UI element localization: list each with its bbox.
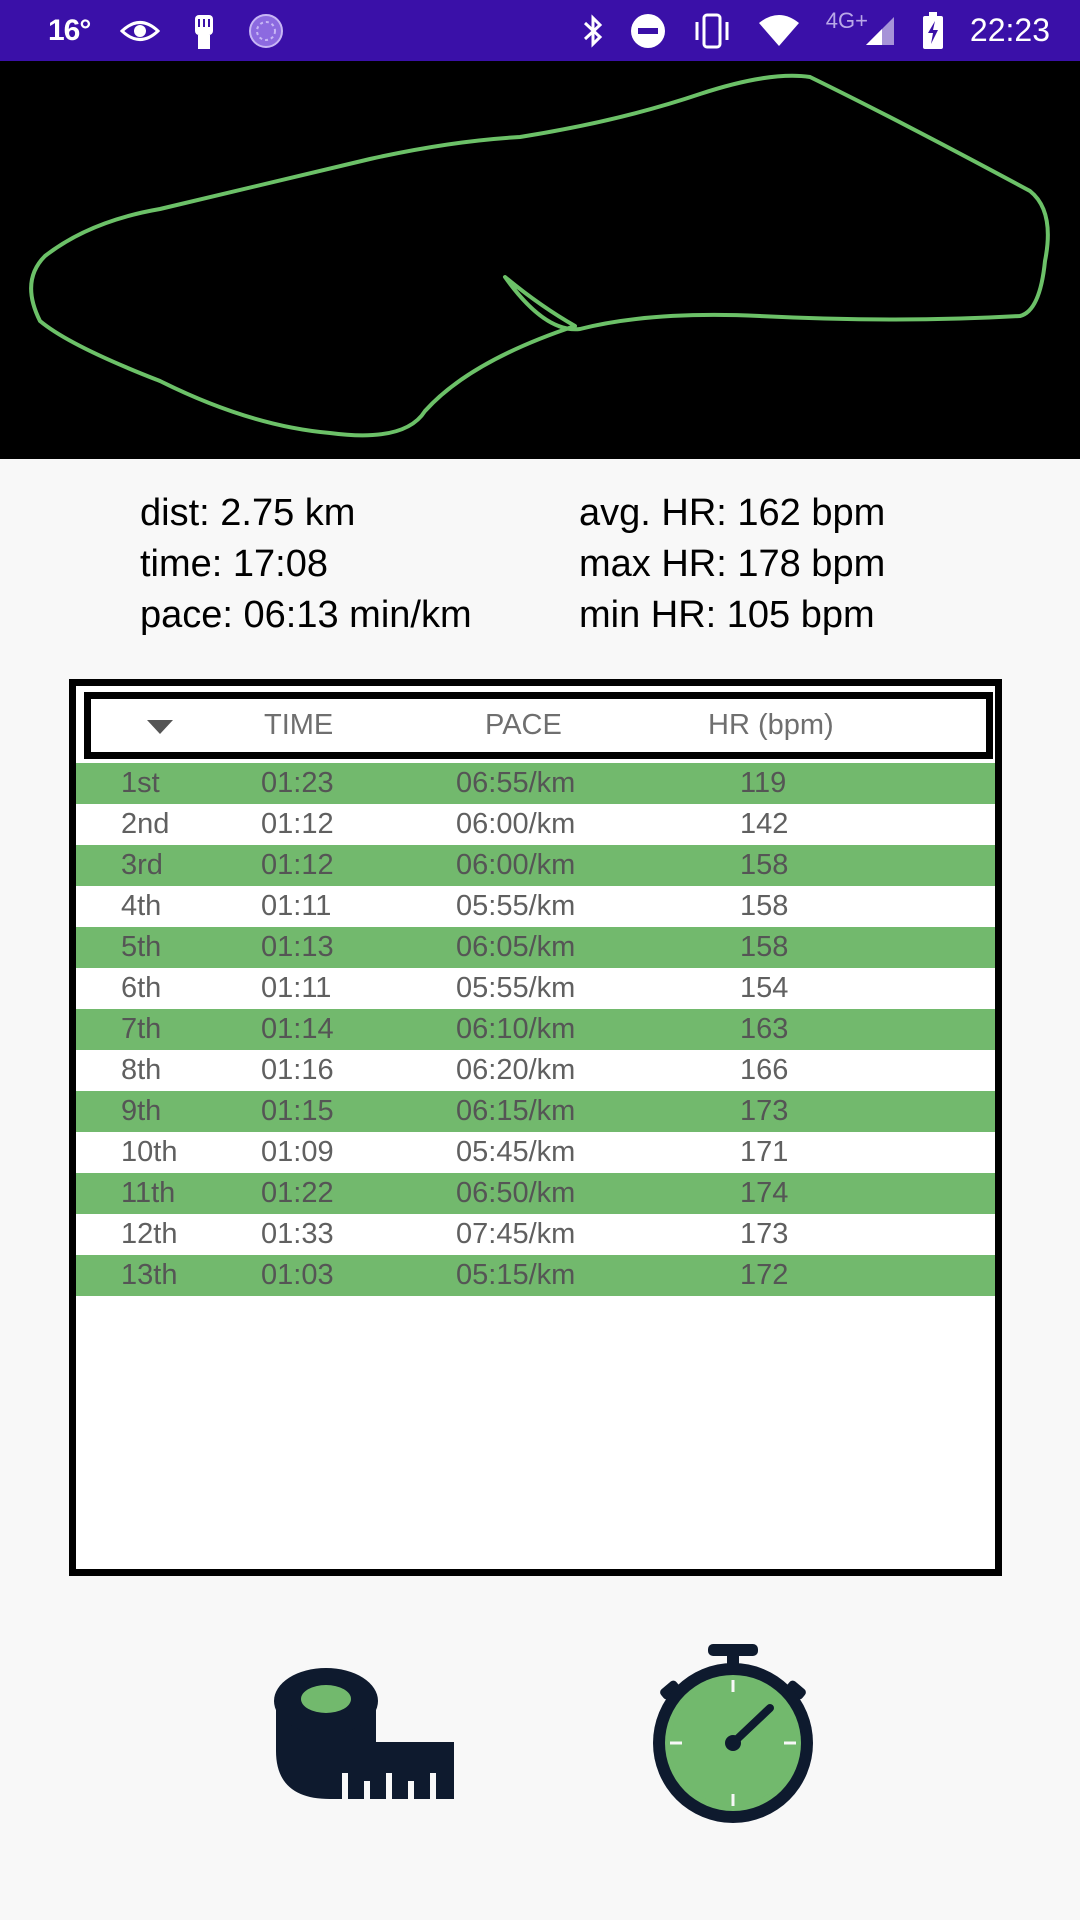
summary-right: [579, 488, 885, 641]
split-row[interactable]: [76, 1214, 995, 1255]
split-lap: 1st: [121, 767, 160, 799]
split-row[interactable]: [76, 886, 995, 927]
split-lap: 2nd: [121, 808, 170, 840]
split-row[interactable]: [76, 1173, 995, 1214]
split-hr: 166: [740, 1054, 789, 1086]
split-pace: 06:00/km: [456, 849, 576, 881]
split-lap: 10th: [121, 1136, 178, 1168]
split-pace: 05:55/km: [456, 890, 576, 922]
split-pace: 06:05/km: [456, 931, 576, 963]
split-row[interactable]: [76, 804, 995, 845]
distance-button[interactable]: [272, 1665, 458, 1808]
split-lap: 7th: [121, 1013, 162, 1045]
clock-label: 22:23: [969, 12, 1050, 48]
split-time: 01:11: [261, 890, 332, 922]
pace-stat: pace: 06:13 min/km: [140, 594, 472, 636]
split-pace: 06:50/km: [456, 1177, 576, 1209]
max-hr-stat: max HR: 178 bpm: [579, 543, 886, 585]
eye-icon: [120, 18, 160, 44]
split-hr: 174: [740, 1177, 789, 1209]
route-map[interactable]: [0, 61, 1080, 459]
bluetooth-icon: [582, 13, 604, 49]
dnd-icon: [630, 13, 666, 49]
temperature-label: 16°: [48, 13, 91, 47]
split-time: 01:14: [261, 1013, 334, 1045]
wifi-icon: [758, 15, 800, 47]
header-time[interactable]: TIME: [264, 709, 334, 741]
split-lap: 5th: [121, 931, 162, 963]
split-row[interactable]: [76, 927, 995, 968]
split-lap: 9th: [121, 1095, 162, 1127]
split-time: 01:22: [261, 1177, 334, 1209]
split-lap: 11th: [121, 1177, 176, 1209]
header-pace[interactable]: PACE: [485, 709, 562, 741]
split-hr: 172: [740, 1259, 789, 1291]
split-row[interactable]: [76, 845, 995, 886]
time-button[interactable]: [650, 1640, 816, 1831]
split-row[interactable]: [76, 968, 995, 1009]
time-stat: time: 17:08: [140, 543, 328, 585]
fist-icon: [190, 11, 218, 51]
tape-measure-icon: [272, 1665, 458, 1803]
split-lap: 4th: [121, 890, 162, 922]
network-type-label: 4G+: [825, 7, 868, 33]
split-time: 01:12: [261, 849, 334, 881]
split-hr: 163: [740, 1013, 789, 1045]
signal-icon: [864, 15, 896, 47]
vibrate-icon: [692, 13, 732, 49]
header-hr[interactable]: HR (bpm): [708, 709, 834, 741]
split-hr: 119: [740, 767, 787, 799]
split-row[interactable]: [76, 1132, 995, 1173]
summary-left: [140, 488, 472, 641]
sort-dropdown-icon[interactable]: [147, 720, 173, 739]
status-bar: [0, 0, 1080, 61]
split-hr: 154: [740, 972, 789, 1004]
split-row[interactable]: [76, 1255, 995, 1296]
splits-header: [84, 692, 993, 759]
split-pace: 07:45/km: [456, 1218, 576, 1250]
split-pace: 06:15/km: [456, 1095, 576, 1127]
splits-list[interactable]: [76, 763, 995, 1296]
split-lap: 3rd: [121, 849, 163, 881]
battery-icon: [922, 12, 944, 50]
split-lap: 6th: [121, 972, 162, 1004]
split-hr: 158: [740, 931, 789, 963]
split-row[interactable]: [76, 763, 995, 804]
split-time: 01:23: [261, 767, 334, 799]
split-pace: 06:10/km: [456, 1013, 576, 1045]
split-lap: 12th: [121, 1218, 178, 1250]
split-time: 01:33: [261, 1218, 334, 1250]
split-row[interactable]: [76, 1091, 995, 1132]
split-hr: 158: [740, 849, 789, 881]
split-lap: 8th: [121, 1054, 162, 1086]
split-hr: 173: [740, 1095, 789, 1127]
split-pace: 06:55/km: [456, 767, 576, 799]
split-hr: 142: [740, 808, 789, 840]
orb-icon: [248, 13, 284, 49]
stopwatch-icon: [650, 1640, 816, 1826]
splits-panel[interactable]: [69, 679, 1002, 1576]
split-time: 01:09: [261, 1136, 334, 1168]
split-pace: 05:15/km: [456, 1259, 576, 1291]
split-time: 01:13: [261, 931, 334, 963]
split-hr: 173: [740, 1218, 789, 1250]
split-hr: 158: [740, 890, 789, 922]
split-row[interactable]: [76, 1009, 995, 1050]
split-row[interactable]: [76, 1050, 995, 1091]
split-time: 01:03: [261, 1259, 334, 1291]
split-pace: 05:55/km: [456, 972, 576, 1004]
distance-stat: dist: 2.75 km: [140, 492, 356, 534]
split-pace: 06:20/km: [456, 1054, 576, 1086]
split-time: 01:16: [261, 1054, 334, 1086]
avg-hr-stat: avg. HR: 162 bpm: [579, 492, 886, 534]
min-hr-stat: min HR: 105 bpm: [579, 594, 875, 636]
split-time: 01:15: [261, 1095, 334, 1127]
split-pace: 05:45/km: [456, 1136, 576, 1168]
split-lap: 13th: [121, 1259, 178, 1291]
split-pace: 06:00/km: [456, 808, 576, 840]
split-hr: 171: [740, 1136, 789, 1168]
split-time: 01:12: [261, 808, 334, 840]
split-time: 01:11: [261, 972, 332, 1004]
route-path: [0, 61, 1080, 459]
